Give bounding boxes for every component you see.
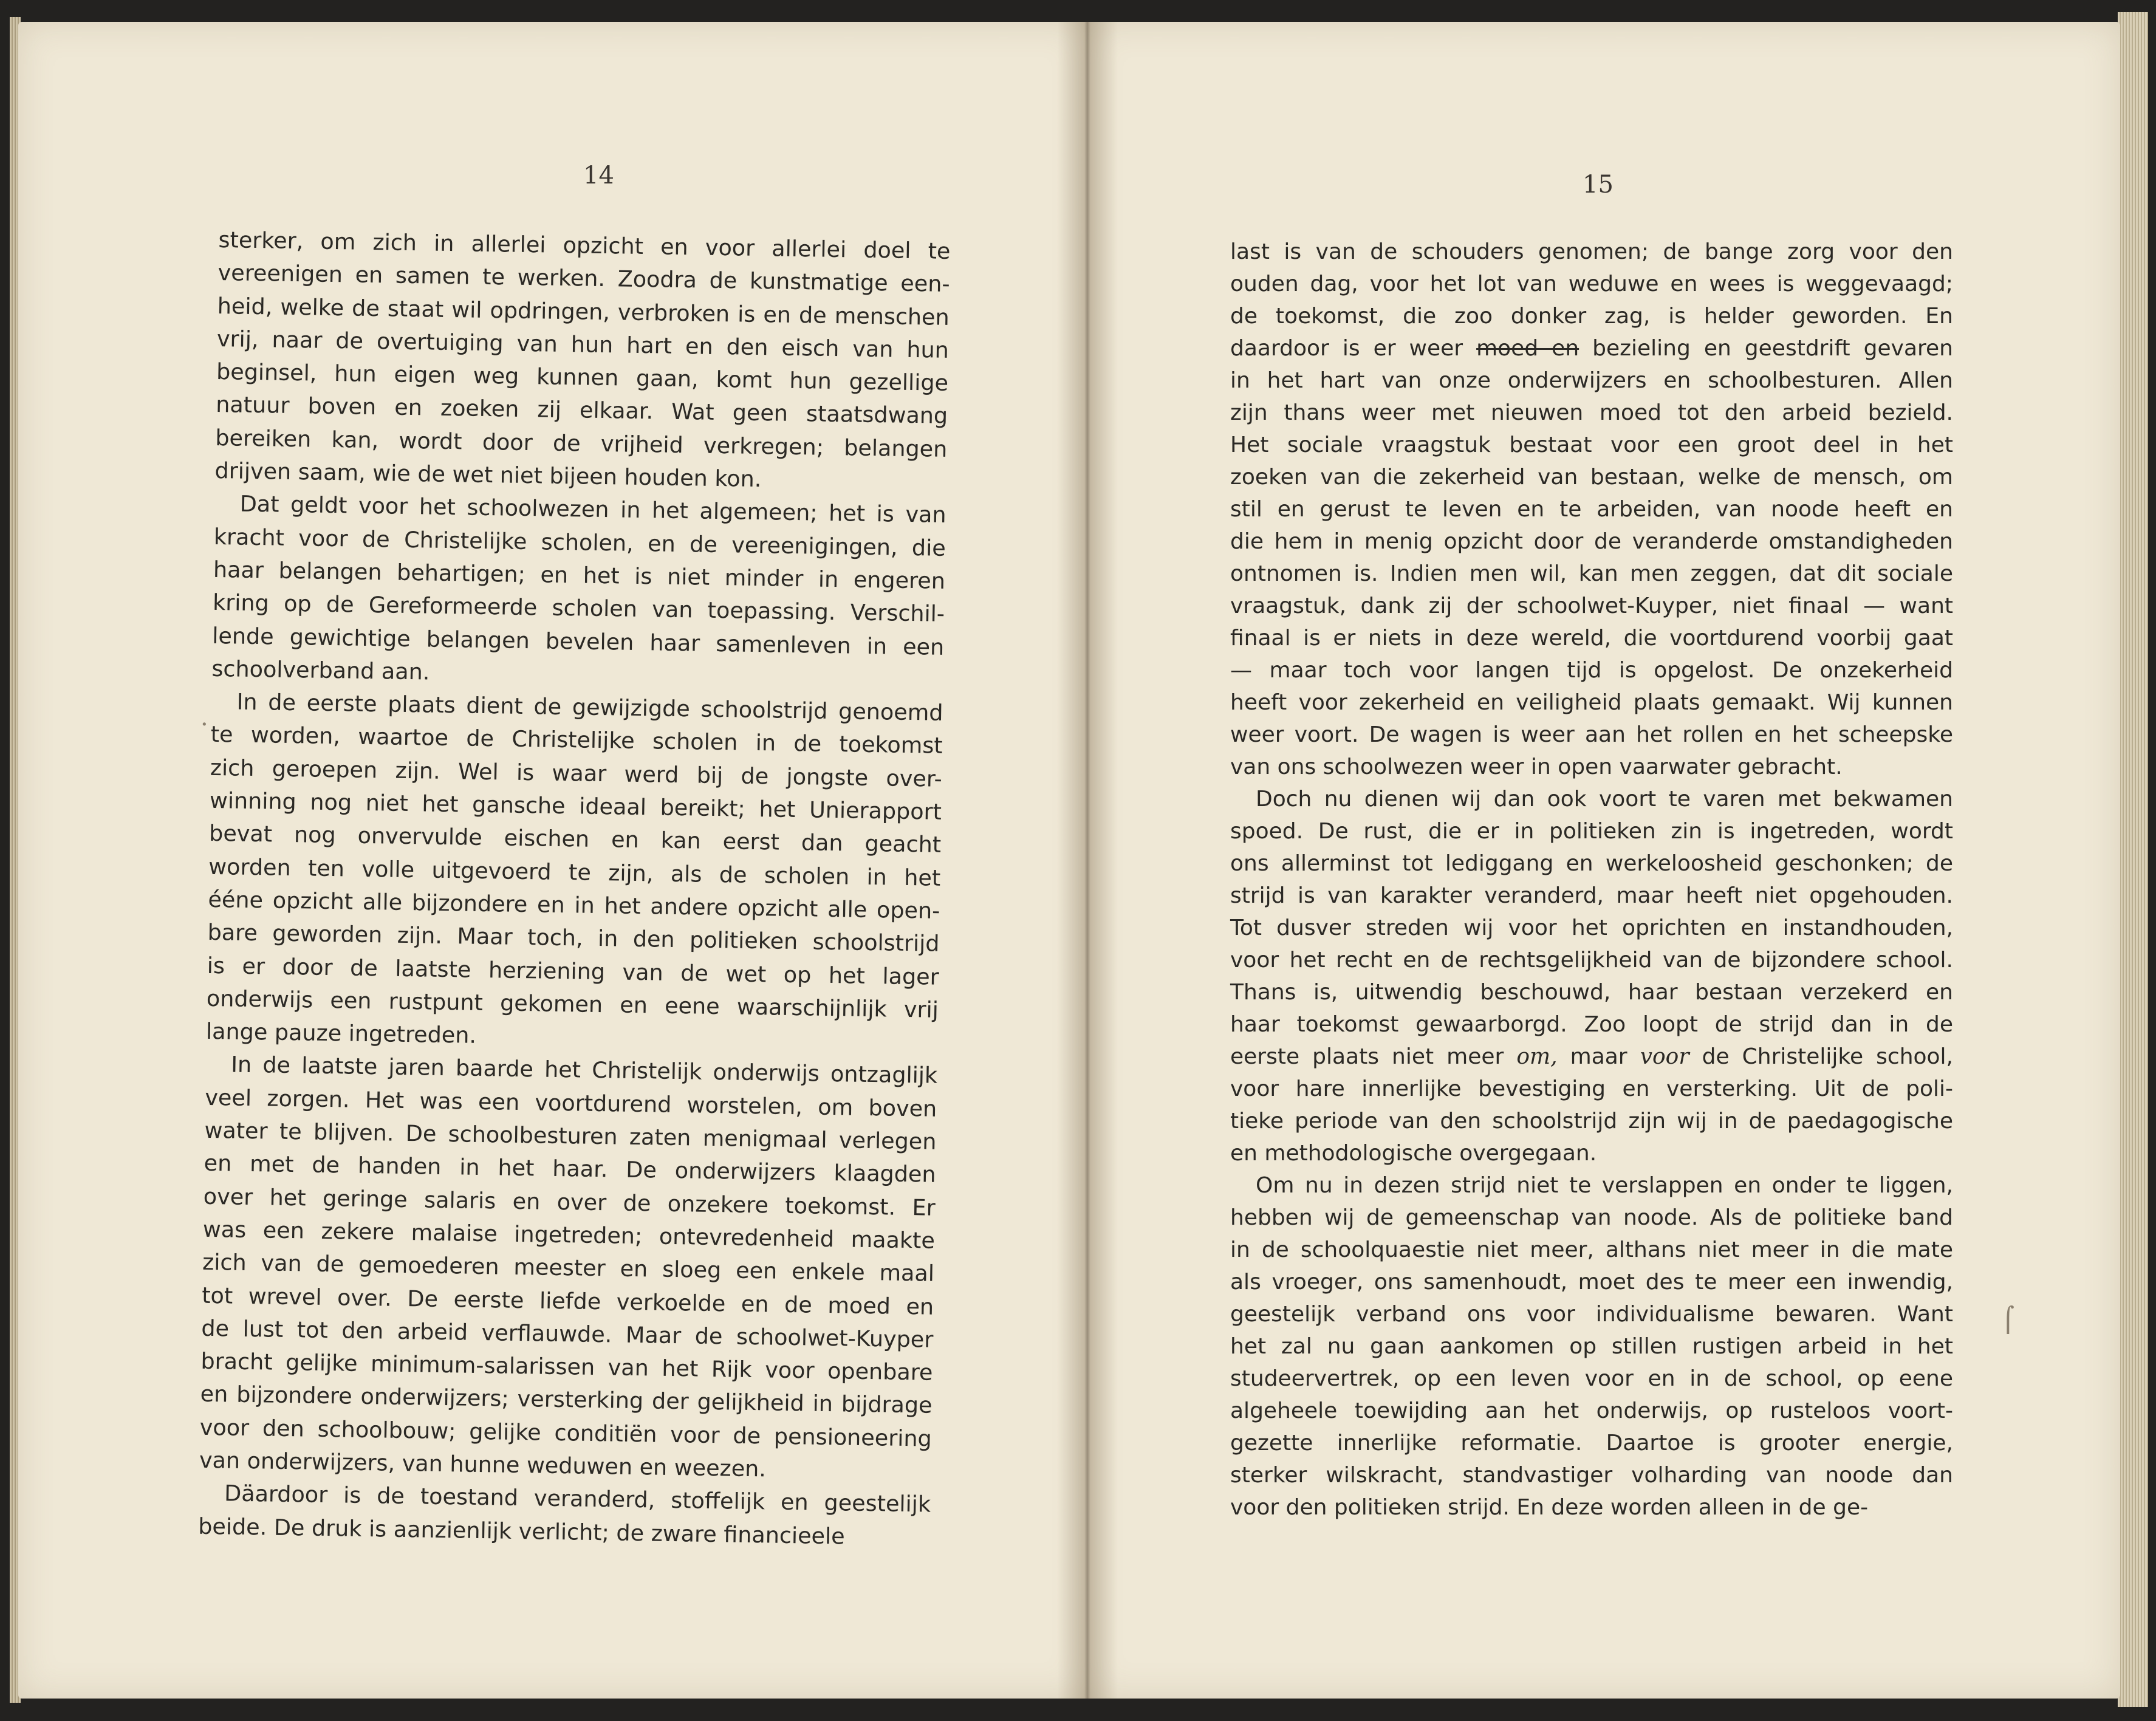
text-line: de toekomst, die zoo donker zag, is helder geworden. En — [1230, 304, 1953, 329]
text-line: In de eerste plaats dient de gewijzigde schoolstrijd genoemd — [236, 688, 943, 726]
text-line: zich van de gemoederen meester en sloeg een enkele maal — [202, 1248, 935, 1287]
text-line: lange pauze ingetreden. — [205, 1018, 477, 1049]
text-line: is er door de laatste herziening van de wet op het lager — [207, 952, 940, 990]
page-edges-right — [2118, 12, 2148, 1707]
struck-text: moed en — [1476, 336, 1579, 361]
italic-text: om, — [1516, 1044, 1558, 1069]
text-line: In de laatste jaren baarde het Christelijk onderwijs ontzaglijk — [230, 1051, 938, 1089]
text-line: veel zorgen. Het was een voortdurend worstelen, om boven — [205, 1084, 937, 1122]
text-line: voor het recht en de rechtsgelijkheid van de bijzondere school. — [1230, 948, 1953, 973]
text-line: kracht voor de Christelijke scholen, en de vereenigingen, die — [213, 523, 946, 561]
text-line: beginsel, hun eigen weg kunnen gaan, komt hun gezellige — [216, 358, 949, 397]
text-line: en bijzondere onderwijzers; versterking der gelijkheid in bijdrage — [200, 1381, 933, 1419]
text-line: strijd is van karakter veranderd, maar heeft niet opgehouden. — [1230, 883, 1953, 908]
text-line: van onderwijzers, van hunne weduwen en weezen. — [199, 1446, 767, 1482]
text-segment: bezieling en geestdrift gevaren — [1579, 336, 1953, 361]
text-line: haar toekomst gewaarborgd. Zoo loopt de strijd dan in de — [1230, 1012, 1953, 1037]
text-line: heeft voor zekerheid en veiligheid plaats gemaakt. Wij kunnen — [1230, 690, 1953, 715]
text-line: voor den schoolbouw; gelijke conditiën voor de pensioneering — [199, 1414, 933, 1452]
left-page-text — [198, 224, 951, 1555]
text-line: vraagstuk, dank zij der schoolwet-Kuyper, niet finaal — want — [1230, 594, 1953, 618]
text-line: sterker, om zich in allerlei opzicht en voor allerlei doel te — [218, 226, 951, 264]
text-line: en met de handen in het haar. De onderwijzers klaagden — [204, 1150, 936, 1188]
margin-dot: · — [200, 711, 208, 739]
text-line: zijn thans weer met nieuwen moed tot den arbeid bezield. — [1230, 400, 1953, 425]
text-line: bare geworden zijn. Maar toch, in den politieken schoolstrijd — [207, 919, 940, 957]
text-line: geestelijk verband ons voor individualisme bewaren. Want — [1230, 1302, 1953, 1327]
text-line: en methodologische overgegaan. — [1230, 1141, 1597, 1166]
text-line: tieke periode van den schoolstrijd zijn wij in de paedagogische — [1230, 1109, 1953, 1134]
text-line — [1230, 1041, 1953, 1073]
text-line: te worden, waartoe de Christelijke scholen in de toekomst — [210, 721, 943, 759]
text-line: sterker wilskracht, standvastiger volharding van noode dan — [1230, 1463, 1953, 1488]
text-line: voor hare innerlijke bevestiging en versterking. Uit de poli- — [1230, 1076, 1953, 1101]
text-line: bevat nog onvervulde eischen en kan eerst dan geacht — [208, 820, 942, 858]
text-line: als vroeger, ons samenhoudt, moet des te meer een inwendig, — [1230, 1270, 1953, 1295]
book-gutter — [1057, 22, 1118, 1699]
text-line: winning nog niet het gansche ideaal bereikt; het Unierapport — [209, 787, 942, 825]
text-line: van ons schoolwezen weer in open vaarwater gebracht. — [1230, 754, 1843, 779]
text-line: stil en gerust te leven en te arbeiden, van noode heeft en — [1230, 497, 1953, 522]
text-line: in de schoolquaestie niet meer, althans niet meer in die mate — [1230, 1237, 1953, 1262]
text-line: het zal nu gaan aankomen op stillen rustigen arbeid in het — [1230, 1334, 1953, 1359]
text-line: studeervertrek, op een leven voor en in de school, op eene — [1230, 1366, 1953, 1391]
text-line: last is van de schouders genomen; de bange zorg voor den — [1230, 239, 1953, 264]
text-line: bereiken kan, wordt door de vrijheid verkregen; belangen — [215, 424, 948, 462]
text-line: beide. De druk is aanzienlijk verlicht; de zware financieele — [197, 1513, 845, 1550]
text-line: finaal is er niets in deze wereld, die voortdurend voorbij gaat — [1230, 626, 1953, 651]
text-line: over het geringe salaris en over de onzekere toekomst. Er — [203, 1183, 936, 1221]
text-line: lende gewichtige belangen bevelen haar samenleven in een — [212, 622, 945, 660]
text-line: vereenigen en samen te werken. Zoodra de kunstmatige een- — [217, 259, 950, 298]
page-number-left: 14 — [583, 162, 614, 190]
page-number-right: 15 — [1583, 171, 1614, 199]
margin-bracket: ⌠ — [2002, 1306, 2014, 1334]
text-line: éénе opzicht alle bijzondere en in het andere opzicht alle open- — [208, 886, 940, 924]
text-line: Het sociale vraagstuk bestaat voor een groot deel in het — [1230, 433, 1953, 457]
text-line: weer voort. De wagen is weer aan het rollen en het scheepske — [1230, 722, 1953, 747]
text-line: spoed. De rust, die er in politieken zin is ingetreden, wordt — [1230, 819, 1953, 844]
text-line: Om nu in dezen strijd niet te verslappen en onder te liggen, — [1256, 1173, 1953, 1198]
text-line: Doch nu dienen wij dan ook voort te varen met bekwamen — [1256, 787, 1953, 812]
text-line: voor den politieken strijd. En deze worden alleen in de ge- — [1230, 1495, 1869, 1520]
text-line: heid, welke de staat wil opdringen, verbroken is en de menschen — [217, 292, 950, 330]
text-line: vrij, naar de overtuiging van hun hart en den eisch van hun — [216, 325, 950, 363]
text-line: Dat geldt voor het schoolwezen in het algemeen; het is van — [239, 490, 946, 529]
text-line: Däardoor is de toestand veranderd, stoffelijk en geestelijk — [224, 1480, 931, 1517]
text-line: was een zekere malaise ingetreden; ontevredenheid maakte — [202, 1216, 936, 1254]
text-line: onderwijs een rustpunt gekomen en eene waarschijnlijk vrij — [206, 985, 939, 1023]
text-line: schoolverband aan. — [211, 655, 430, 685]
right-page-text — [1230, 236, 1953, 1524]
text-line: algeheele toewijding aan het onderwijs, op rusteloos voort- — [1230, 1398, 1953, 1423]
text-line: worden ten volle uitgevoerd te zijn, als de scholen in het — [208, 853, 941, 891]
text-line: zich geroepen zijn. Wel is waar werd bij de jongste over- — [210, 754, 943, 792]
text-line: drijven saam, wie de wet niet bijeen houden kon. — [214, 457, 762, 493]
italic-text: voor — [1640, 1044, 1689, 1069]
text-line: zoeken van die zekerheid van bestaan, welke de mensch, om — [1230, 465, 1953, 490]
text-line: hebben wij de gemeenschap van noode. Als de politieke band — [1230, 1205, 1953, 1230]
text-line: natuur boven en zoeken zij elkaar. Wat geen staatsdwang — [215, 391, 948, 429]
text-segment: daardoor is er weer — [1230, 336, 1477, 361]
text-line: bracht gelijke minimum-salarissen van het Rijk voor openbare — [200, 1347, 933, 1386]
text-line: ouden dag, voor het lot van weduwe en wees is weggevaagd; — [1230, 272, 1953, 296]
text-line: in het hart van onze onderwijzers en schoolbesturen. Allen — [1230, 368, 1953, 393]
text-segment: maar — [1557, 1044, 1640, 1069]
text-segment: eerste plaats niet meer — [1230, 1044, 1517, 1069]
text-line: de lust tot den arbeid verflauwde. Maar de schoolwet-Kuyper — [201, 1315, 934, 1353]
text-line: die hem in menig opzicht door de veranderde omstandigheden — [1230, 529, 1953, 554]
text-line: kring op de Gereformeerde scholen van toepassing. Verschil- — [212, 589, 945, 628]
text-line: Thans is, uitwendig beschouwd, haar bestaan verzekerd en — [1230, 980, 1953, 1005]
text-line — [1230, 332, 1953, 364]
text-line: Tot dusver streden wij voor het oprichten en instandhouden, — [1230, 915, 1953, 940]
text-line: tot wrevel over. De eerste liefde verkoelde en de moed en — [201, 1282, 934, 1320]
text-line: gezette innerlijke reformatie. Daartoe is grooter energie, — [1230, 1431, 1953, 1456]
text-line: ontnomen is. Indien men wil, kan men zeggen, dat dit sociale — [1230, 561, 1953, 586]
text-line: ons allerminst tot lediggang en werkeloosheid geschonken; de — [1230, 851, 1953, 876]
text-line: water te blijven. De schoolbesturen zaten menigmaal verlegen — [204, 1117, 937, 1155]
text-segment: de Christelijke school, — [1689, 1044, 1954, 1069]
text-line: — maar toch voor langen tijd is opgelost. De onzekerheid — [1230, 658, 1953, 683]
text-line: haar belangen behartigen; en het is niet minder in engeren — [213, 556, 946, 594]
